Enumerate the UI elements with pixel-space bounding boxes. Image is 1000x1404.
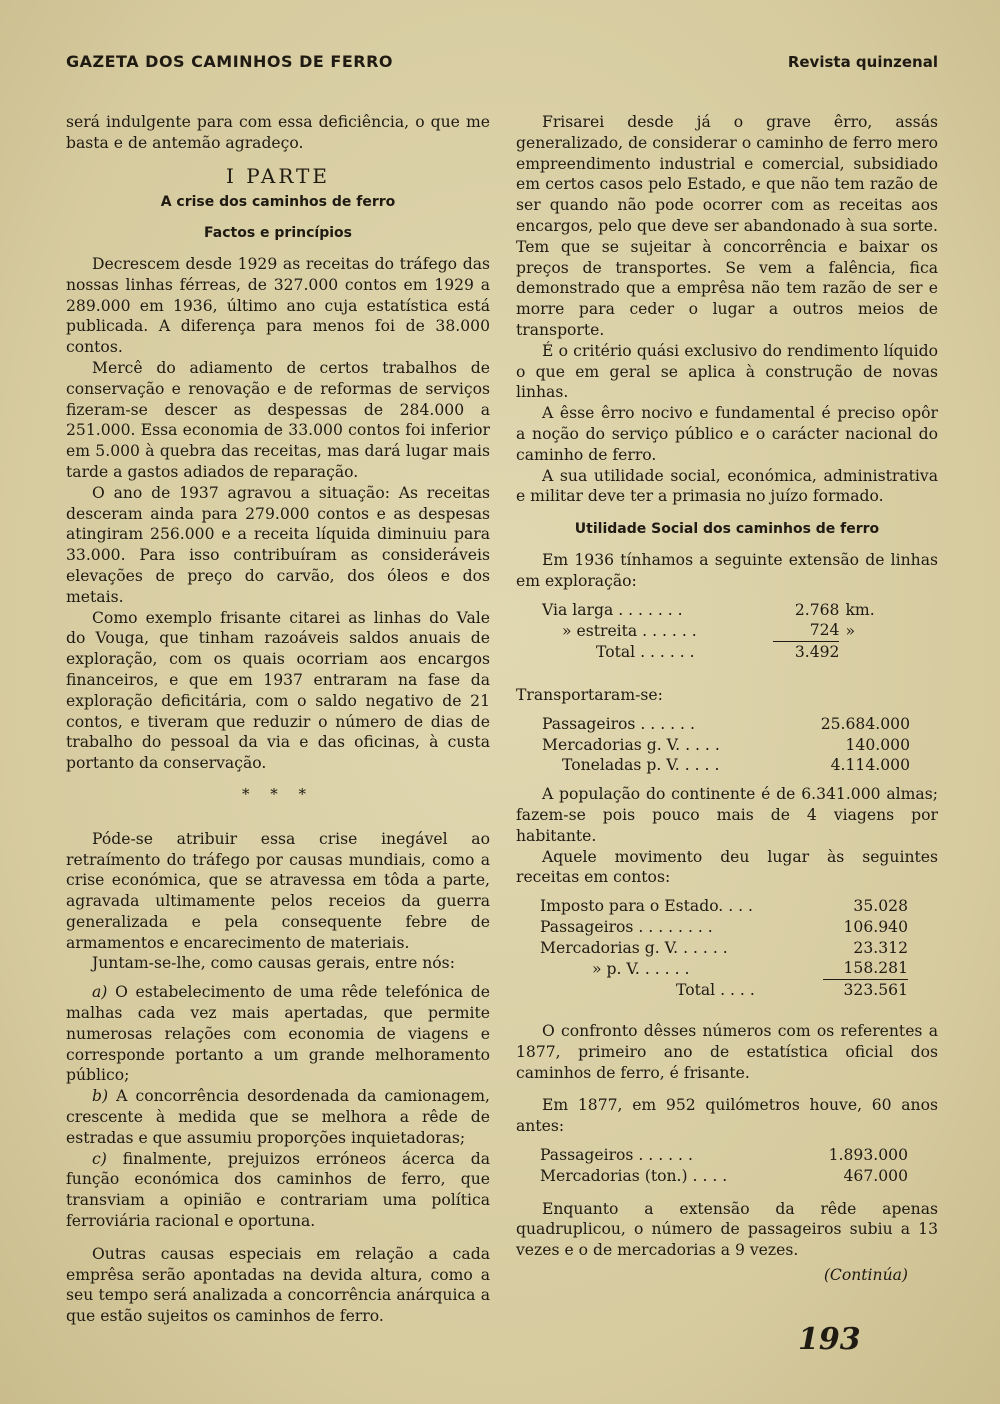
table-cell-unit: km. — [845, 600, 875, 619]
table-cell-value: 140.000 — [845, 735, 910, 754]
table-cell-label: Toneladas p. V. . . . . — [562, 756, 720, 775]
table-cell-label: Total . . . . . . — [596, 642, 695, 661]
receipts-table — [540, 896, 908, 1001]
section-title: Utilidade Social dos caminhos de ferro — [574, 521, 880, 538]
paragraph: Decrescem desde 1929 as receitas do tráfego das nossas linhas férreas, de 327.000 contos em 1929 a 289.000 em 1936, último ano cuja estatística está publicada. A diferença para menos foi de 38.000 contos. — [66, 254, 490, 357]
table-row — [542, 714, 910, 735]
paragraph: É o critério quási exclusivo do rendimento líquido o que em geral se aplica à construção de novas linhas. — [516, 341, 938, 402]
table-cell-label: Via larga . . . . . . . — [542, 600, 683, 619]
list-item-marker: b) — [92, 1087, 109, 1106]
table-row — [540, 980, 908, 1001]
page-header — [66, 52, 938, 71]
table-cell-value: 467.000 — [843, 1166, 908, 1185]
paragraph: Póde-se atribuir essa crise inegável ao retraímento do tráfego por causas mundiais, como a crise económica, que se atravessa em tôda a parte, agravada ultimamente pelos receios da guerra generalizada e pela consequente febre de armamentos e encarecimento de materiais. — [66, 829, 490, 952]
paragraph: Como exemplo frisante citarei as linhas do Vale do Vouga, que tinham razoáveis saldos anuais de exploração, com os quais ocorriam aos encargos financeiros, e que em 1937 entraram na fase da exploração deficitária, com o saldo negativo de 21 contos, e tiveram que reduzir o número de dias de trabalho do pessoal da via e das oficinas, à custa portanto da conservação. — [66, 608, 490, 773]
list-item — [66, 1149, 490, 1232]
table-cell-label: Mercadorias g. V. . . . . . — [540, 938, 728, 957]
table-row — [542, 755, 910, 776]
table-cell-value: 724 — [809, 621, 840, 640]
part-title: I PARTE — [226, 163, 330, 188]
table-cell-label: Passageiros . . . . . . — [540, 1146, 693, 1165]
table-cell-value: 1.893.000 — [828, 1146, 908, 1165]
paragraph: O confronto dêsses números com os referentes a 1877, primeiro ano de estatística oficial dos caminhos de ferro, é frisante. — [516, 1022, 938, 1082]
table-cell-label: Mercadorias (ton.) . . . . — [540, 1166, 728, 1185]
table-cell-value: 35.028 — [853, 897, 908, 916]
continued-note: (Continúa) — [823, 1266, 908, 1285]
table-cell-label: Imposto para o Estado. . . . — [540, 897, 754, 916]
right-column — [516, 112, 938, 1286]
list-item-text: O estabelecimento de uma rêde telefónica de malhas cada vez mais apertadas, que permite numerosas relações com economia de viagens e corresponde portanto a um grande melhoramento público; — [66, 983, 490, 1085]
paragraph: O ano de 1937 agravou a situação: As receitas desceram ainda para 279.000 contos e as despesas atingiram 256.000 e a receita líquida diminuiu para 33.000. Para isso contribuíram as consideráveis elevações de preço do carvão, dos óleos e dos metais. — [66, 483, 490, 606]
paragraph: Frisarei desde já o grave êrro, assás generalizado, de considerar o caminho de ferro mero empreendimento industrial e comercial, subsidiado em certos casos pelo Estado, e que não tem razão de ser quando não pode ocorrer com as receitas aos encargos, pelo que deve ser abandonado à sua sorte. Tem que se sujeitar à concorrência e baixar os preços de transportes. Se vem a falência, fica demonstrado que a emprêsa não tem razão de ser e morre para ceder o lugar a outros meios de transporte. — [516, 113, 938, 339]
network-length-table — [542, 600, 892, 663]
table-cell-label: Passageiros . . . . . . . . — [540, 917, 713, 936]
table-cell-label: » p. V. . . . . . — [592, 959, 690, 978]
paragraph: Aquele movimento deu lugar às seguintes receitas em contos: — [516, 847, 938, 887]
list-item-marker: a) — [92, 983, 108, 1002]
list-item — [66, 1086, 490, 1148]
1877-table — [540, 1145, 908, 1187]
paragraph: Em 1936 tínhamos a seguinte extensão de linhas em exploração: — [516, 550, 938, 590]
table-cell-value: 106.940 — [843, 917, 908, 936]
list-item-marker: c) — [92, 1149, 107, 1168]
section-title: A crise dos caminhos de ferro — [160, 194, 396, 211]
magazine-subtitle: Revista quinzenal — [787, 53, 938, 71]
page-number: 193 — [798, 1322, 861, 1357]
paragraph: será indulgente para com essa deficiência, o que me basta e de antemão agradeço. — [66, 113, 490, 152]
table-cell-value: 4.114.000 — [830, 756, 910, 775]
table-row — [542, 642, 892, 663]
table-cell-value: 2.768 — [794, 600, 840, 619]
list-item — [66, 982, 490, 1086]
paragraph: Juntam-se-lhe, como causas gerais, entre nós: — [92, 954, 455, 973]
table-row — [540, 1145, 908, 1166]
magazine-title: GAZETA DOS CAMINHOS DE FERRO — [66, 52, 394, 71]
list-item-text: A concorrência desordenada da camionagem, crescente à medida que se melhora a rêde de estradas e que assumiu proporções inquietadoras; — [66, 1087, 490, 1147]
table-cell-value: 323.561 — [823, 980, 908, 1001]
transport-table — [542, 714, 910, 776]
table-cell-label: » estreita . . . . . . — [562, 621, 697, 640]
paragraph: Enquanto a extensão da rêde apenas quadruplicou, o número de passageiros subiu a 13 vezes e o de mercadorias a 9 vezes. — [516, 1199, 938, 1260]
table-cell-unit: » — [845, 621, 856, 640]
paragraph: A sua utilidade social, económica, administrativa e militar deve ter a primasia no juízo formado. — [516, 466, 938, 506]
left-column — [66, 112, 490, 1327]
table-cell-value: 3.492 — [773, 642, 840, 663]
table-row — [540, 896, 908, 917]
paragraph: A êsse êrro nocivo e fundamental é preciso opôr a noção do serviço público e o carácter nacional do caminho de ferro. — [516, 404, 938, 464]
table-row — [542, 600, 892, 621]
table-cell-value: 23.312 — [853, 938, 908, 957]
table-cell-label: Passageiros . . . . . . — [542, 714, 695, 733]
table-row — [540, 917, 908, 938]
paragraph: Transportaram-se: — [516, 685, 663, 704]
paragraph: Mercê do adiamento de certos trabalhos de conservação e renovação e de reformas de serviços fizeram-se descer as despessas de 284.000 a 251.000. Essa economia de 33.000 contos foi inferior em 5.000 à quebra das receitas, mas dará lugar mais tarde a gastos adiados de reparação. — [66, 358, 490, 481]
table-cell-unit — [839, 642, 892, 663]
table-cell-label: Mercadorias g. V. . . . . — [542, 735, 720, 754]
list-item-text: finalmente, prejuizos erróneos ácerca da função económica dos caminhos de ferro, que transviam a opinião e contrariam uma política ferroviária racional e oportuna. — [66, 1149, 490, 1231]
table-row — [540, 1166, 908, 1187]
table-cell-label: Total . . . . — [676, 981, 755, 1000]
paragraph: Outras causas especiais em relação a cada emprêsa serão apontadas na devida altura, como a seu tempo será analizada a concorrência anárquica a que estão sujeitos os caminhos de ferro. — [66, 1244, 490, 1326]
table-cell-value: 25.684.000 — [820, 714, 910, 733]
paragraph: Em 1877, em 952 quilómetros houve, 60 anos antes: — [516, 1096, 938, 1136]
table-row — [540, 958, 908, 979]
table-row — [540, 938, 908, 959]
section-divider: * * * — [241, 784, 315, 803]
table-row — [542, 735, 910, 756]
section-subtitle: Factos e princípios — [204, 225, 352, 242]
paragraph: A população do continente é de 6.341.000 almas; fazem-se pois pouco mais de 4 viagens por habitante. — [516, 785, 938, 845]
table-cell-value: 158.281 — [843, 959, 908, 978]
table-row — [542, 620, 892, 641]
